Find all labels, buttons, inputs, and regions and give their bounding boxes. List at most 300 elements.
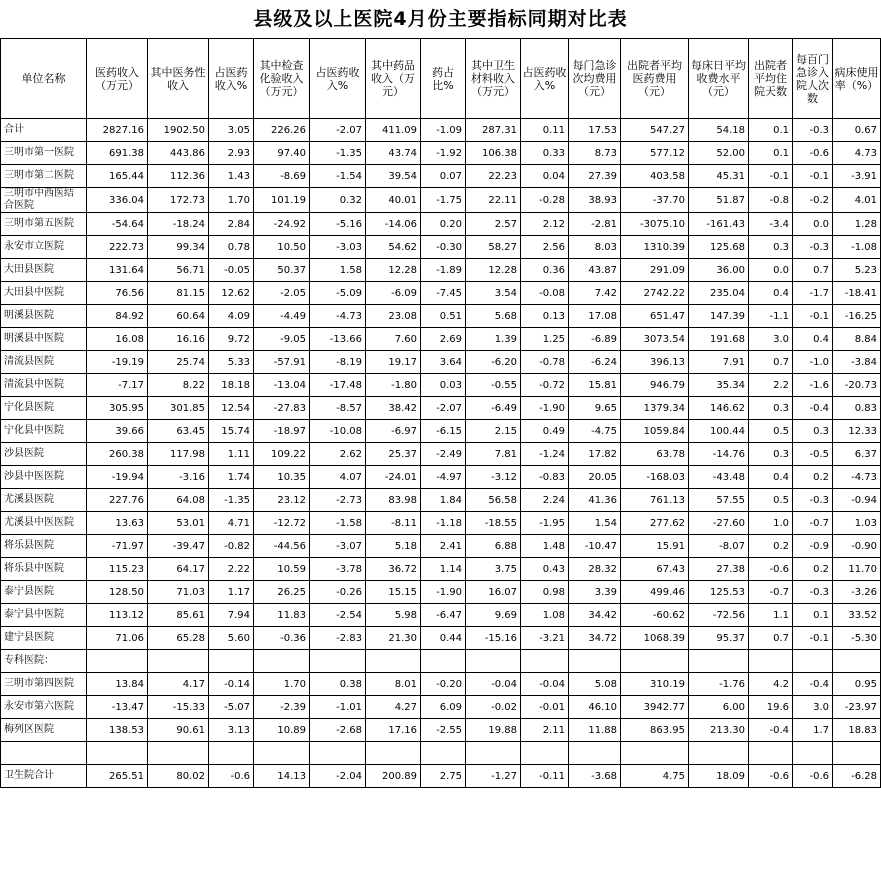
value-cell: -60.62 — [621, 604, 689, 627]
value-cell: 4.75 — [621, 765, 689, 788]
table-row — [1, 673, 881, 696]
value-cell: 20.05 — [569, 466, 621, 489]
value-cell: -54.64 — [87, 213, 148, 236]
value-cell: 2.15 — [466, 420, 521, 443]
value-cell: 5.68 — [466, 305, 521, 328]
value-cell: -3.78 — [310, 558, 366, 581]
value-cell: -3.21 — [521, 627, 569, 650]
value-cell: -1.6 — [793, 374, 833, 397]
value-cell: -8.19 — [310, 351, 366, 374]
table-row — [1, 188, 881, 213]
value-cell: -18.24 — [148, 213, 209, 236]
value-cell: 8.01 — [366, 673, 421, 696]
value-cell: 291.09 — [621, 259, 689, 282]
value-cell: -0.04 — [521, 673, 569, 696]
value-cell: 34.42 — [569, 604, 621, 627]
value-cell: 2.41 — [421, 535, 466, 558]
empty-cell — [833, 650, 881, 673]
value-cell: 222.73 — [87, 236, 148, 259]
value-cell: 10.35 — [254, 466, 310, 489]
value-cell: 15.91 — [621, 535, 689, 558]
empty-cell — [689, 742, 749, 765]
value-cell: 17.08 — [569, 305, 621, 328]
value-cell: 1.28 — [833, 213, 881, 236]
empty-cell — [1, 742, 87, 765]
empty-cell — [209, 650, 254, 673]
value-cell: 2.11 — [521, 719, 569, 742]
value-cell: -6.28 — [833, 765, 881, 788]
value-cell: -14.76 — [689, 443, 749, 466]
value-cell: 0.43 — [521, 558, 569, 581]
value-cell: 35.34 — [689, 374, 749, 397]
value-cell: 39.54 — [366, 165, 421, 188]
value-cell: 577.12 — [621, 142, 689, 165]
value-cell: 0.78 — [209, 236, 254, 259]
value-cell: 39.66 — [87, 420, 148, 443]
value-cell: 4.07 — [310, 466, 366, 489]
value-cell: -0.05 — [209, 259, 254, 282]
table-row — [1, 282, 881, 305]
value-cell: -0.14 — [209, 673, 254, 696]
table-row — [1, 466, 881, 489]
value-cell: 1.70 — [209, 188, 254, 213]
value-cell: 84.92 — [87, 305, 148, 328]
value-cell: 12.28 — [366, 259, 421, 282]
empty-cell — [466, 742, 521, 765]
value-cell: -4.73 — [833, 466, 881, 489]
table-row — [1, 351, 881, 374]
table-row — [1, 558, 881, 581]
value-cell: -15.33 — [148, 696, 209, 719]
value-cell: -0.4 — [793, 397, 833, 420]
empty-cell — [421, 742, 466, 765]
value-cell: 22.11 — [466, 188, 521, 213]
value-cell: -3.84 — [833, 351, 881, 374]
unit-name-cell: 明溪县医院 — [1, 305, 87, 328]
value-cell: -2.81 — [569, 213, 621, 236]
table-row — [1, 328, 881, 351]
value-cell: 0.4 — [749, 282, 793, 305]
value-cell: 0.32 — [310, 188, 366, 213]
value-cell: -1.95 — [521, 512, 569, 535]
empty-cell — [254, 650, 310, 673]
value-cell: 15.74 — [209, 420, 254, 443]
value-cell: 83.98 — [366, 489, 421, 512]
value-cell: -1.80 — [366, 374, 421, 397]
table-row — [1, 119, 881, 142]
value-cell: 0.33 — [521, 142, 569, 165]
column-header: 出院者平均住院天数 — [749, 39, 793, 119]
value-cell: 11.70 — [833, 558, 881, 581]
value-cell: -2.54 — [310, 604, 366, 627]
table-row — [1, 259, 881, 282]
value-cell: -0.4 — [793, 673, 833, 696]
value-cell: 58.27 — [466, 236, 521, 259]
value-cell: -0.8 — [749, 188, 793, 213]
value-cell: -0.11 — [521, 765, 569, 788]
column-header: 占医药收入% — [310, 39, 366, 119]
value-cell: 0.07 — [421, 165, 466, 188]
value-cell: -1.54 — [310, 165, 366, 188]
value-cell: 19.88 — [466, 719, 521, 742]
unit-name-cell: 明溪县中医院 — [1, 328, 87, 351]
value-cell: 43.74 — [366, 142, 421, 165]
value-cell: 3.13 — [209, 719, 254, 742]
value-cell: 46.10 — [569, 696, 621, 719]
value-cell: -2.39 — [254, 696, 310, 719]
column-header: 占医药收入% — [209, 39, 254, 119]
value-cell: -1.24 — [521, 443, 569, 466]
table-row — [1, 236, 881, 259]
value-cell: 0.4 — [793, 328, 833, 351]
value-cell: -0.6 — [209, 765, 254, 788]
empty-cell — [209, 742, 254, 765]
value-cell: -19.94 — [87, 466, 148, 489]
table-row — [1, 604, 881, 627]
value-cell: 131.64 — [87, 259, 148, 282]
value-cell: -27.60 — [689, 512, 749, 535]
value-cell: 64.17 — [148, 558, 209, 581]
value-cell: 12.28 — [466, 259, 521, 282]
value-cell: 4.73 — [833, 142, 881, 165]
value-cell: -0.02 — [466, 696, 521, 719]
value-cell: 4.09 — [209, 305, 254, 328]
value-cell: 3.54 — [466, 282, 521, 305]
value-cell: 10.89 — [254, 719, 310, 742]
value-cell: 1.08 — [521, 604, 569, 627]
value-cell: -7.45 — [421, 282, 466, 305]
value-cell: 25.74 — [148, 351, 209, 374]
value-cell: -1.35 — [209, 489, 254, 512]
empty-cell — [87, 742, 148, 765]
value-cell: -0.01 — [521, 696, 569, 719]
value-cell: -6.49 — [466, 397, 521, 420]
value-cell: -2.05 — [254, 282, 310, 305]
value-cell: 336.04 — [87, 188, 148, 213]
value-cell: 2.56 — [521, 236, 569, 259]
value-cell: 265.51 — [87, 765, 148, 788]
value-cell: 115.23 — [87, 558, 148, 581]
unit-name-cell: 泰宁县中医院 — [1, 604, 87, 627]
value-cell: 14.13 — [254, 765, 310, 788]
value-cell: 0.1 — [793, 604, 833, 627]
value-cell: -4.97 — [421, 466, 466, 489]
value-cell: 0.3 — [749, 397, 793, 420]
value-cell: -18.41 — [833, 282, 881, 305]
value-cell: 310.19 — [621, 673, 689, 696]
value-cell: 3.75 — [466, 558, 521, 581]
value-cell: 1.39 — [466, 328, 521, 351]
column-header: 病床使用率（%） — [833, 39, 881, 119]
value-cell: 0.95 — [833, 673, 881, 696]
value-cell: 1.84 — [421, 489, 466, 512]
value-cell: 11.83 — [254, 604, 310, 627]
value-cell: 0.20 — [421, 213, 466, 236]
value-cell: -0.36 — [254, 627, 310, 650]
value-cell: -8.57 — [310, 397, 366, 420]
value-cell: -1.27 — [466, 765, 521, 788]
value-cell: 0.1 — [749, 119, 793, 142]
value-cell: -8.11 — [366, 512, 421, 535]
value-cell: -1.7 — [793, 282, 833, 305]
column-header: 医药收入（万元） — [87, 39, 148, 119]
value-cell: 23.12 — [254, 489, 310, 512]
value-cell: 1.1 — [749, 604, 793, 627]
column-header: 药占比% — [421, 39, 466, 119]
value-cell: 691.38 — [87, 142, 148, 165]
section-label: 专科医院： — [1, 650, 87, 673]
column-header: 占医药收入% — [521, 39, 569, 119]
empty-cell — [621, 650, 689, 673]
value-cell: 90.61 — [148, 719, 209, 742]
blank-row — [1, 742, 881, 765]
value-cell: 27.39 — [569, 165, 621, 188]
value-cell: 9.72 — [209, 328, 254, 351]
value-cell: 71.03 — [148, 581, 209, 604]
column-header: 单位名称 — [1, 39, 87, 119]
value-cell: 0.3 — [749, 443, 793, 466]
value-cell: 0.36 — [521, 259, 569, 282]
value-cell: -2.04 — [310, 765, 366, 788]
value-cell: 2.69 — [421, 328, 466, 351]
value-cell: 3.39 — [569, 581, 621, 604]
unit-name-cell: 尤溪县医院 — [1, 489, 87, 512]
value-cell: 7.42 — [569, 282, 621, 305]
value-cell: 2.22 — [209, 558, 254, 581]
value-cell: 147.39 — [689, 305, 749, 328]
value-cell: -1.0 — [793, 351, 833, 374]
value-cell: -12.72 — [254, 512, 310, 535]
table-row — [1, 165, 881, 188]
table-row — [1, 719, 881, 742]
value-cell: -57.91 — [254, 351, 310, 374]
value-cell: 213.30 — [689, 719, 749, 742]
value-cell: 38.93 — [569, 188, 621, 213]
empty-cell — [749, 742, 793, 765]
value-cell: 25.37 — [366, 443, 421, 466]
empty-cell — [148, 650, 209, 673]
value-cell: -2.07 — [310, 119, 366, 142]
value-cell: 85.61 — [148, 604, 209, 627]
value-cell: 5.98 — [366, 604, 421, 627]
value-cell: 18.09 — [689, 765, 749, 788]
value-cell: 106.38 — [466, 142, 521, 165]
value-cell: 53.01 — [148, 512, 209, 535]
value-cell: 2.57 — [466, 213, 521, 236]
value-cell: 761.13 — [621, 489, 689, 512]
value-cell: -2.07 — [421, 397, 466, 420]
section-row — [1, 650, 881, 673]
value-cell: 8.73 — [569, 142, 621, 165]
value-cell: 1.58 — [310, 259, 366, 282]
value-cell: 0.98 — [521, 581, 569, 604]
value-cell: 17.53 — [569, 119, 621, 142]
empty-cell — [521, 742, 569, 765]
value-cell: 8.03 — [569, 236, 621, 259]
value-cell: -0.04 — [466, 673, 521, 696]
empty-cell — [569, 742, 621, 765]
value-cell: -0.28 — [521, 188, 569, 213]
value-cell: -6.20 — [466, 351, 521, 374]
value-cell: 191.68 — [689, 328, 749, 351]
value-cell: 5.18 — [366, 535, 421, 558]
value-cell: 3.0 — [749, 328, 793, 351]
value-cell: -0.55 — [466, 374, 521, 397]
value-cell: -0.78 — [521, 351, 569, 374]
value-cell: -0.72 — [521, 374, 569, 397]
value-cell: 0.1 — [749, 142, 793, 165]
value-cell: 38.42 — [366, 397, 421, 420]
value-cell: 260.38 — [87, 443, 148, 466]
value-cell: 2.93 — [209, 142, 254, 165]
table-row — [1, 305, 881, 328]
value-cell: 0.51 — [421, 305, 466, 328]
value-cell: 7.60 — [366, 328, 421, 351]
value-cell: -10.47 — [569, 535, 621, 558]
value-cell: 71.06 — [87, 627, 148, 650]
value-cell: 2.62 — [310, 443, 366, 466]
value-cell: 0.2 — [793, 558, 833, 581]
value-cell: -3075.10 — [621, 213, 689, 236]
value-cell: 1059.84 — [621, 420, 689, 443]
value-cell: 2.84 — [209, 213, 254, 236]
value-cell: 10.59 — [254, 558, 310, 581]
value-cell: -0.3 — [793, 236, 833, 259]
value-cell: 0.67 — [833, 119, 881, 142]
value-cell: 45.31 — [689, 165, 749, 188]
value-cell: -0.9 — [793, 535, 833, 558]
value-cell: 1.54 — [569, 512, 621, 535]
value-cell: 3942.77 — [621, 696, 689, 719]
value-cell: 0.5 — [749, 420, 793, 443]
unit-name-cell: 沙县中医医院 — [1, 466, 87, 489]
unit-name-cell: 合计 — [1, 119, 87, 142]
value-cell: -24.92 — [254, 213, 310, 236]
value-cell: 36.00 — [689, 259, 749, 282]
value-cell: 117.98 — [148, 443, 209, 466]
value-cell: -0.3 — [793, 581, 833, 604]
value-cell: 1.43 — [209, 165, 254, 188]
value-cell: 0.2 — [793, 466, 833, 489]
value-cell: 5.23 — [833, 259, 881, 282]
value-cell: -18.97 — [254, 420, 310, 443]
value-cell: 0.7 — [793, 259, 833, 282]
value-cell: 396.13 — [621, 351, 689, 374]
value-cell: 6.09 — [421, 696, 466, 719]
value-cell: 6.00 — [689, 696, 749, 719]
value-cell: 10.50 — [254, 236, 310, 259]
value-cell: -0.6 — [793, 142, 833, 165]
value-cell: -43.48 — [689, 466, 749, 489]
value-cell: 2742.22 — [621, 282, 689, 305]
value-cell: 8.22 — [148, 374, 209, 397]
unit-name-cell: 卫生院合计 — [1, 765, 87, 788]
empty-cell — [87, 650, 148, 673]
value-cell: 200.89 — [366, 765, 421, 788]
value-cell: 19.17 — [366, 351, 421, 374]
empty-cell — [254, 742, 310, 765]
empty-cell — [793, 650, 833, 673]
value-cell: -72.56 — [689, 604, 749, 627]
value-cell: -1.18 — [421, 512, 466, 535]
value-cell: -3.07 — [310, 535, 366, 558]
value-cell: -4.73 — [310, 305, 366, 328]
value-cell: 4.27 — [366, 696, 421, 719]
empty-cell — [310, 742, 366, 765]
value-cell: -0.1 — [793, 627, 833, 650]
value-cell: -0.83 — [521, 466, 569, 489]
unit-name-cell: 将乐县中医院 — [1, 558, 87, 581]
unit-name-cell: 清流县中医院 — [1, 374, 87, 397]
value-cell: 1379.34 — [621, 397, 689, 420]
value-cell: 0.7 — [749, 351, 793, 374]
value-cell: 0.7 — [749, 627, 793, 650]
value-cell: 651.47 — [621, 305, 689, 328]
value-cell: 2827.16 — [87, 119, 148, 142]
value-cell: 28.32 — [569, 558, 621, 581]
value-cell: 12.62 — [209, 282, 254, 305]
value-cell: 99.34 — [148, 236, 209, 259]
header-row — [1, 39, 881, 119]
value-cell: 60.64 — [148, 305, 209, 328]
value-cell: -3.12 — [466, 466, 521, 489]
value-cell: 863.95 — [621, 719, 689, 742]
unit-name-cell: 三明市第四医院 — [1, 673, 87, 696]
table-row — [1, 512, 881, 535]
value-cell: -23.97 — [833, 696, 881, 719]
value-cell: -7.17 — [87, 374, 148, 397]
value-cell: 0.5 — [749, 489, 793, 512]
empty-cell — [749, 650, 793, 673]
value-cell: 3.64 — [421, 351, 466, 374]
value-cell: -3.26 — [833, 581, 881, 604]
value-cell: 0.13 — [521, 305, 569, 328]
value-cell: -0.6 — [793, 765, 833, 788]
table-row — [1, 443, 881, 466]
value-cell: 56.71 — [148, 259, 209, 282]
value-cell: 7.81 — [466, 443, 521, 466]
table-header — [1, 39, 881, 119]
value-cell: -168.03 — [621, 466, 689, 489]
table-row — [1, 696, 881, 719]
value-cell: -2.83 — [310, 627, 366, 650]
value-cell: 34.72 — [569, 627, 621, 650]
value-cell: -5.07 — [209, 696, 254, 719]
value-cell: 0.49 — [521, 420, 569, 443]
value-cell: 1.7 — [793, 719, 833, 742]
value-cell: 95.37 — [689, 627, 749, 650]
value-cell: -0.7 — [793, 512, 833, 535]
unit-name-cell: 宁化县医院 — [1, 397, 87, 420]
value-cell: 80.02 — [148, 765, 209, 788]
report-title: 县级及以上医院4月份主要指标同期对比表 — [253, 8, 628, 30]
unit-name-cell: 泰宁县医院 — [1, 581, 87, 604]
column-header: 出院者平均医药费用（元） — [621, 39, 689, 119]
column-header: 其中药品收入（万元） — [366, 39, 421, 119]
empty-cell — [793, 742, 833, 765]
unit-name-cell: 大田县医院 — [1, 259, 87, 282]
value-cell: 19.6 — [749, 696, 793, 719]
unit-name-cell: 三明市第二医院 — [1, 165, 87, 188]
value-cell: 3073.54 — [621, 328, 689, 351]
value-cell: 100.44 — [689, 420, 749, 443]
value-cell: 1.17 — [209, 581, 254, 604]
value-cell: 6.88 — [466, 535, 521, 558]
value-cell: -1.09 — [421, 119, 466, 142]
value-cell: 33.52 — [833, 604, 881, 627]
value-cell: 443.86 — [148, 142, 209, 165]
unit-name-cell: 建宁县医院 — [1, 627, 87, 650]
